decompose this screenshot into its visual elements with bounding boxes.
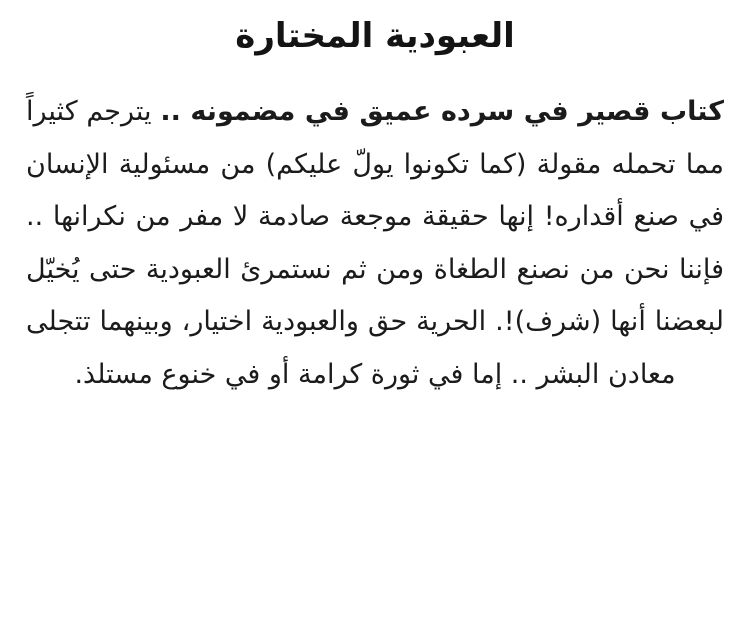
paragraph-rest: يترجم كثيراً مما تحمله مقولة (كما تكونوا يولّ عليكم) من مسئولية الإنسان في صنع أقداره! إنها حقيقة موجعة صادمة لا مفر من نكرانها .. فإننا نحن من نصنع الطغاة ومن ثم نستمرئ العبودية حتى يُخيّل لبعضنا أنها (شرف)!. الحرية حق والعبودية اختيار، وبينهما تتجلى معادن البشر .. إما في ثورة كرامة أو في خنوع مستلذ. xyxy=(26,95,724,391)
paragraph-lead: كتاب قصير في سرده عميق في مضمونه .. xyxy=(160,95,724,127)
page-title: العبودية المختارة xyxy=(235,16,515,56)
body-paragraph xyxy=(22,86,728,402)
